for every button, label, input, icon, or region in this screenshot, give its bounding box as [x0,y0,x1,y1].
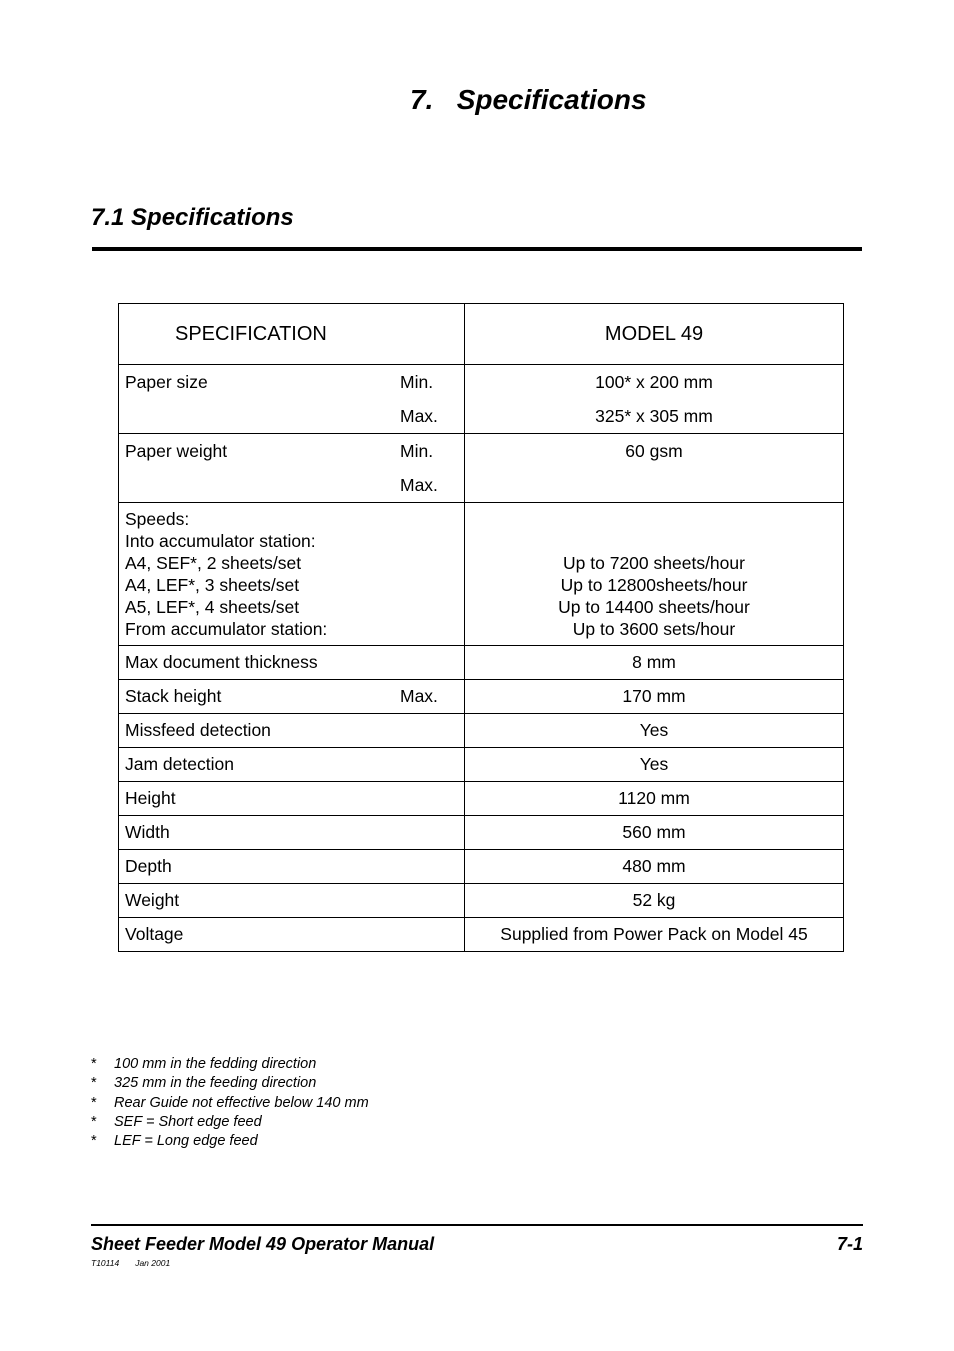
paper-weight-min-value: 60 gsm [625,441,683,461]
footer-page-number: 7-1 [836,1234,863,1254]
footnote: * 325 mm in the feeding direction [91,1075,317,1092]
stack-height-label-cell [119,680,465,714]
table-row-stack-height [119,680,844,714]
speeds-value-cell [465,503,844,646]
footer-date: Jan 2001 [135,1258,171,1268]
table-row-paper-size [119,365,844,434]
stack-height-value: 170 mm [465,680,844,714]
header-model: MODEL 49 [465,304,844,365]
table-row-weight [119,884,844,918]
footnote: * SEF = Short edge feed [91,1113,262,1130]
table-row-speeds [119,503,844,646]
table-row-max-document-thickness [119,646,844,680]
footnote: * Rear Guide not effective below 140 mm [91,1094,369,1111]
height-value: 1120 mm [465,782,844,816]
width-label: Width [119,816,465,850]
speeds-line: A4, SEF*, 2 sheets/set [125,553,302,573]
missfeed-label: Missfeed detection [119,714,465,748]
footnote: * LEF = Long edge feed [91,1133,258,1150]
table-row-voltage [119,918,844,952]
speeds-line: Into accumulator station: [125,531,316,551]
paper-size-max-value: 325* x 305 mm [595,406,713,426]
table-row-jam-detection [119,748,844,782]
weight-label: Weight [119,884,465,918]
paper-weight-label: Paper weight [125,441,228,461]
table-row-depth [119,850,844,884]
jam-label: Jam detection [119,748,465,782]
table-row-width [119,816,844,850]
table-row-height [119,782,844,816]
paper-weight-label-cell [119,434,465,503]
height-label: Height [119,782,465,816]
specifications-table [118,303,844,952]
header-specification: SPECIFICATION [119,304,465,365]
chapter-title: 7. Specifications [410,84,647,115]
voltage-value: Supplied from Power Pack on Model 45 [465,918,844,952]
width-value: 560 mm [465,816,844,850]
paper-size-label-cell [119,365,465,434]
speeds-line: A4, LEF*, 3 sheets/set [125,575,300,595]
max-doc-value: 8 mm [465,646,844,680]
paper-size-min-label: Min. [400,372,434,392]
footer-doc-code: T10114 [91,1258,120,1268]
table-row-missfeed-detection [119,714,844,748]
section-divider [92,247,862,251]
paper-weight-max-label: Max. [400,475,438,495]
paper-weight-min-label: Min. [400,441,434,461]
section-title: 7.1 Specifications [91,204,294,231]
paper-size-label: Paper size [125,372,208,392]
depth-value: 480 mm [465,850,844,884]
table-header-row [119,304,844,365]
footer-manual-title: Sheet Feeder Model 49 Operator Manual [91,1234,435,1254]
speeds-label-cell [119,503,465,646]
table-row-paper-weight [119,434,844,503]
depth-label: Depth [119,850,465,884]
weight-value: 52 kg [465,884,844,918]
speeds-line: A5, LEF*, 4 sheets/set [125,597,300,617]
speeds-line: From accumulator station: [125,619,328,639]
voltage-label: Voltage [119,918,465,952]
paper-weight-value-cell [465,434,844,503]
speeds-value: Up to 3600 sets/hour [572,619,736,639]
footer-divider [91,1224,863,1226]
footer-document-info [91,1258,170,1268]
speeds-value: Up to 14400 sheets/hour [558,597,750,617]
footnotes [91,1055,369,1151]
stack-height-label: Stack height [125,686,222,706]
speeds-value: Up to 12800sheets/hour [560,575,748,595]
jam-value: Yes [465,748,844,782]
paper-size-value-cell [465,365,844,434]
max-doc-label: Max document thickness [119,646,465,680]
footnote: * 100 mm in the fedding direction [91,1056,317,1072]
stack-height-max-label: Max. [400,686,438,706]
paper-size-min-value: 100* x 200 mm [595,372,713,392]
paper-size-max-label: Max. [400,406,438,426]
speeds-value: Up to 7200 sheets/hour [563,553,745,573]
missfeed-value: Yes [465,714,844,748]
speeds-line: Speeds: [125,509,190,529]
